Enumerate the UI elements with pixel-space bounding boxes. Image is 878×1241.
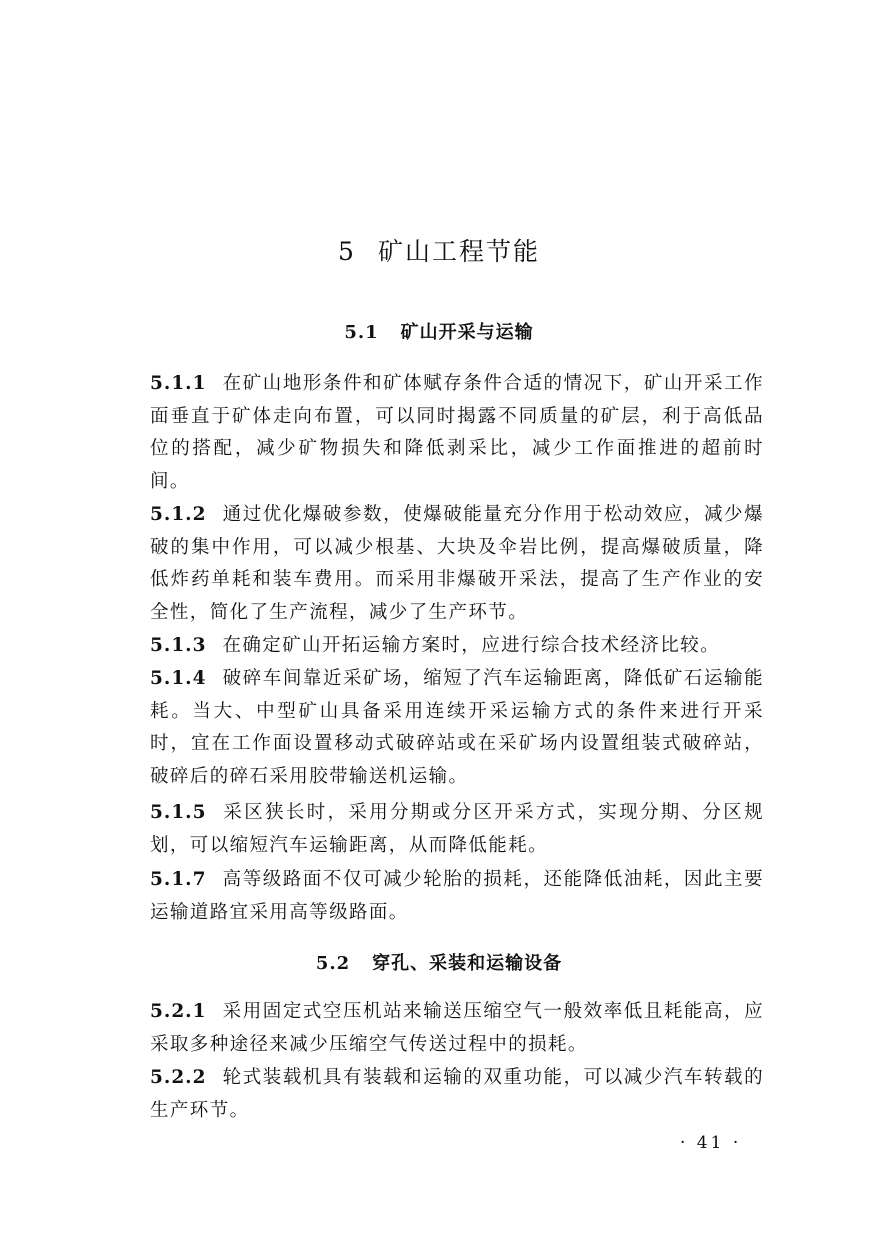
clause-text: 轮式装载机具有装载和运输的双重功能，可以减少汽车转载的生产环节。 bbox=[150, 1067, 764, 1121]
clause-5-1-2 bbox=[150, 499, 764, 629]
clause-number: 5.1.1 bbox=[150, 373, 207, 394]
page-number: · 41 · bbox=[680, 1133, 742, 1153]
section-number: 5.1 bbox=[344, 322, 379, 343]
clause-text: 通过优化爆破参数，使爆破能量充分作用于松动效应，减少爆破的集中作用，可以减少根基、大块及伞岩比例，提高爆破质量，降低炸药单耗和装车费用。而采用非爆破开采法，提高了生产作业的安全性，简化了生产流程，减少了生产环节。 bbox=[150, 504, 764, 623]
section-number: 5.2 bbox=[315, 953, 351, 974]
clause-5-1-3 bbox=[150, 630, 764, 663]
clause-number: 5.2.2 bbox=[150, 1067, 207, 1088]
clause-text: 破碎车间靠近采矿场，缩短了汽车运输距离，降低矿石运输能耗。当大、中型矿山具备采用连续开采运输方式的条件来进行开采时，宜在工作面设置移动式破碎站或在采矿场内设置组装式破碎站，破碎后的碎石采用胶带输送机运输。 bbox=[150, 668, 764, 787]
clause-5-2-1 bbox=[150, 996, 764, 1061]
section-title-text: 矿山开采与运输 bbox=[400, 322, 534, 343]
clause-number: 5.1.5 bbox=[150, 802, 207, 823]
clause-number: 5.1.4 bbox=[150, 668, 207, 689]
clause-number: 5.2.1 bbox=[150, 1001, 207, 1022]
section-title-5-1 bbox=[0, 319, 878, 347]
section-title-5-2 bbox=[0, 950, 878, 978]
clause-text: 在矿山地形条件和矿体赋存条件合适的情况下，矿山开采工作面垂直于矿体走向布置，可以同时揭露不同质量的矿层，利于高低品位的搭配，减少矿物损失和降低剥采比，减少工作面推进的超前时间。 bbox=[150, 373, 764, 492]
clause-number: 5.1.2 bbox=[150, 504, 207, 525]
clause-text: 在确定矿山开拓运输方案时，应进行综合技术经济比较。 bbox=[222, 635, 721, 656]
chapter-number: 5 bbox=[338, 237, 356, 266]
clause-5-1-7 bbox=[150, 864, 764, 929]
clause-text: 采区狭长时，采用分期或分区开采方式，实现分期、分区规划，可以缩短汽车运输距离，从而降低能耗。 bbox=[150, 802, 764, 856]
clause-5-2-2 bbox=[150, 1062, 764, 1127]
clause-number: 5.1.7 bbox=[150, 869, 207, 890]
section-title-text: 穿孔、采装和运输设备 bbox=[372, 953, 563, 974]
clause-5-1-5 bbox=[150, 797, 764, 862]
clause-5-1-4 bbox=[150, 663, 764, 793]
clause-5-1-1 bbox=[150, 368, 764, 498]
clause-number: 5.1.3 bbox=[150, 635, 207, 656]
chapter-title bbox=[0, 232, 878, 272]
clause-text: 高等级路面不仅可减少轮胎的损耗，还能降低油耗，因此主要运输道路宜采用高等级路面。 bbox=[150, 869, 764, 923]
chapter-title-text: 矿山工程节能 bbox=[377, 237, 540, 266]
clause-text: 采用固定式空压机站来输送压缩空气一般效率低且耗能高，应采取多种途径来减少压缩空气传送过程中的损耗。 bbox=[150, 1001, 764, 1055]
